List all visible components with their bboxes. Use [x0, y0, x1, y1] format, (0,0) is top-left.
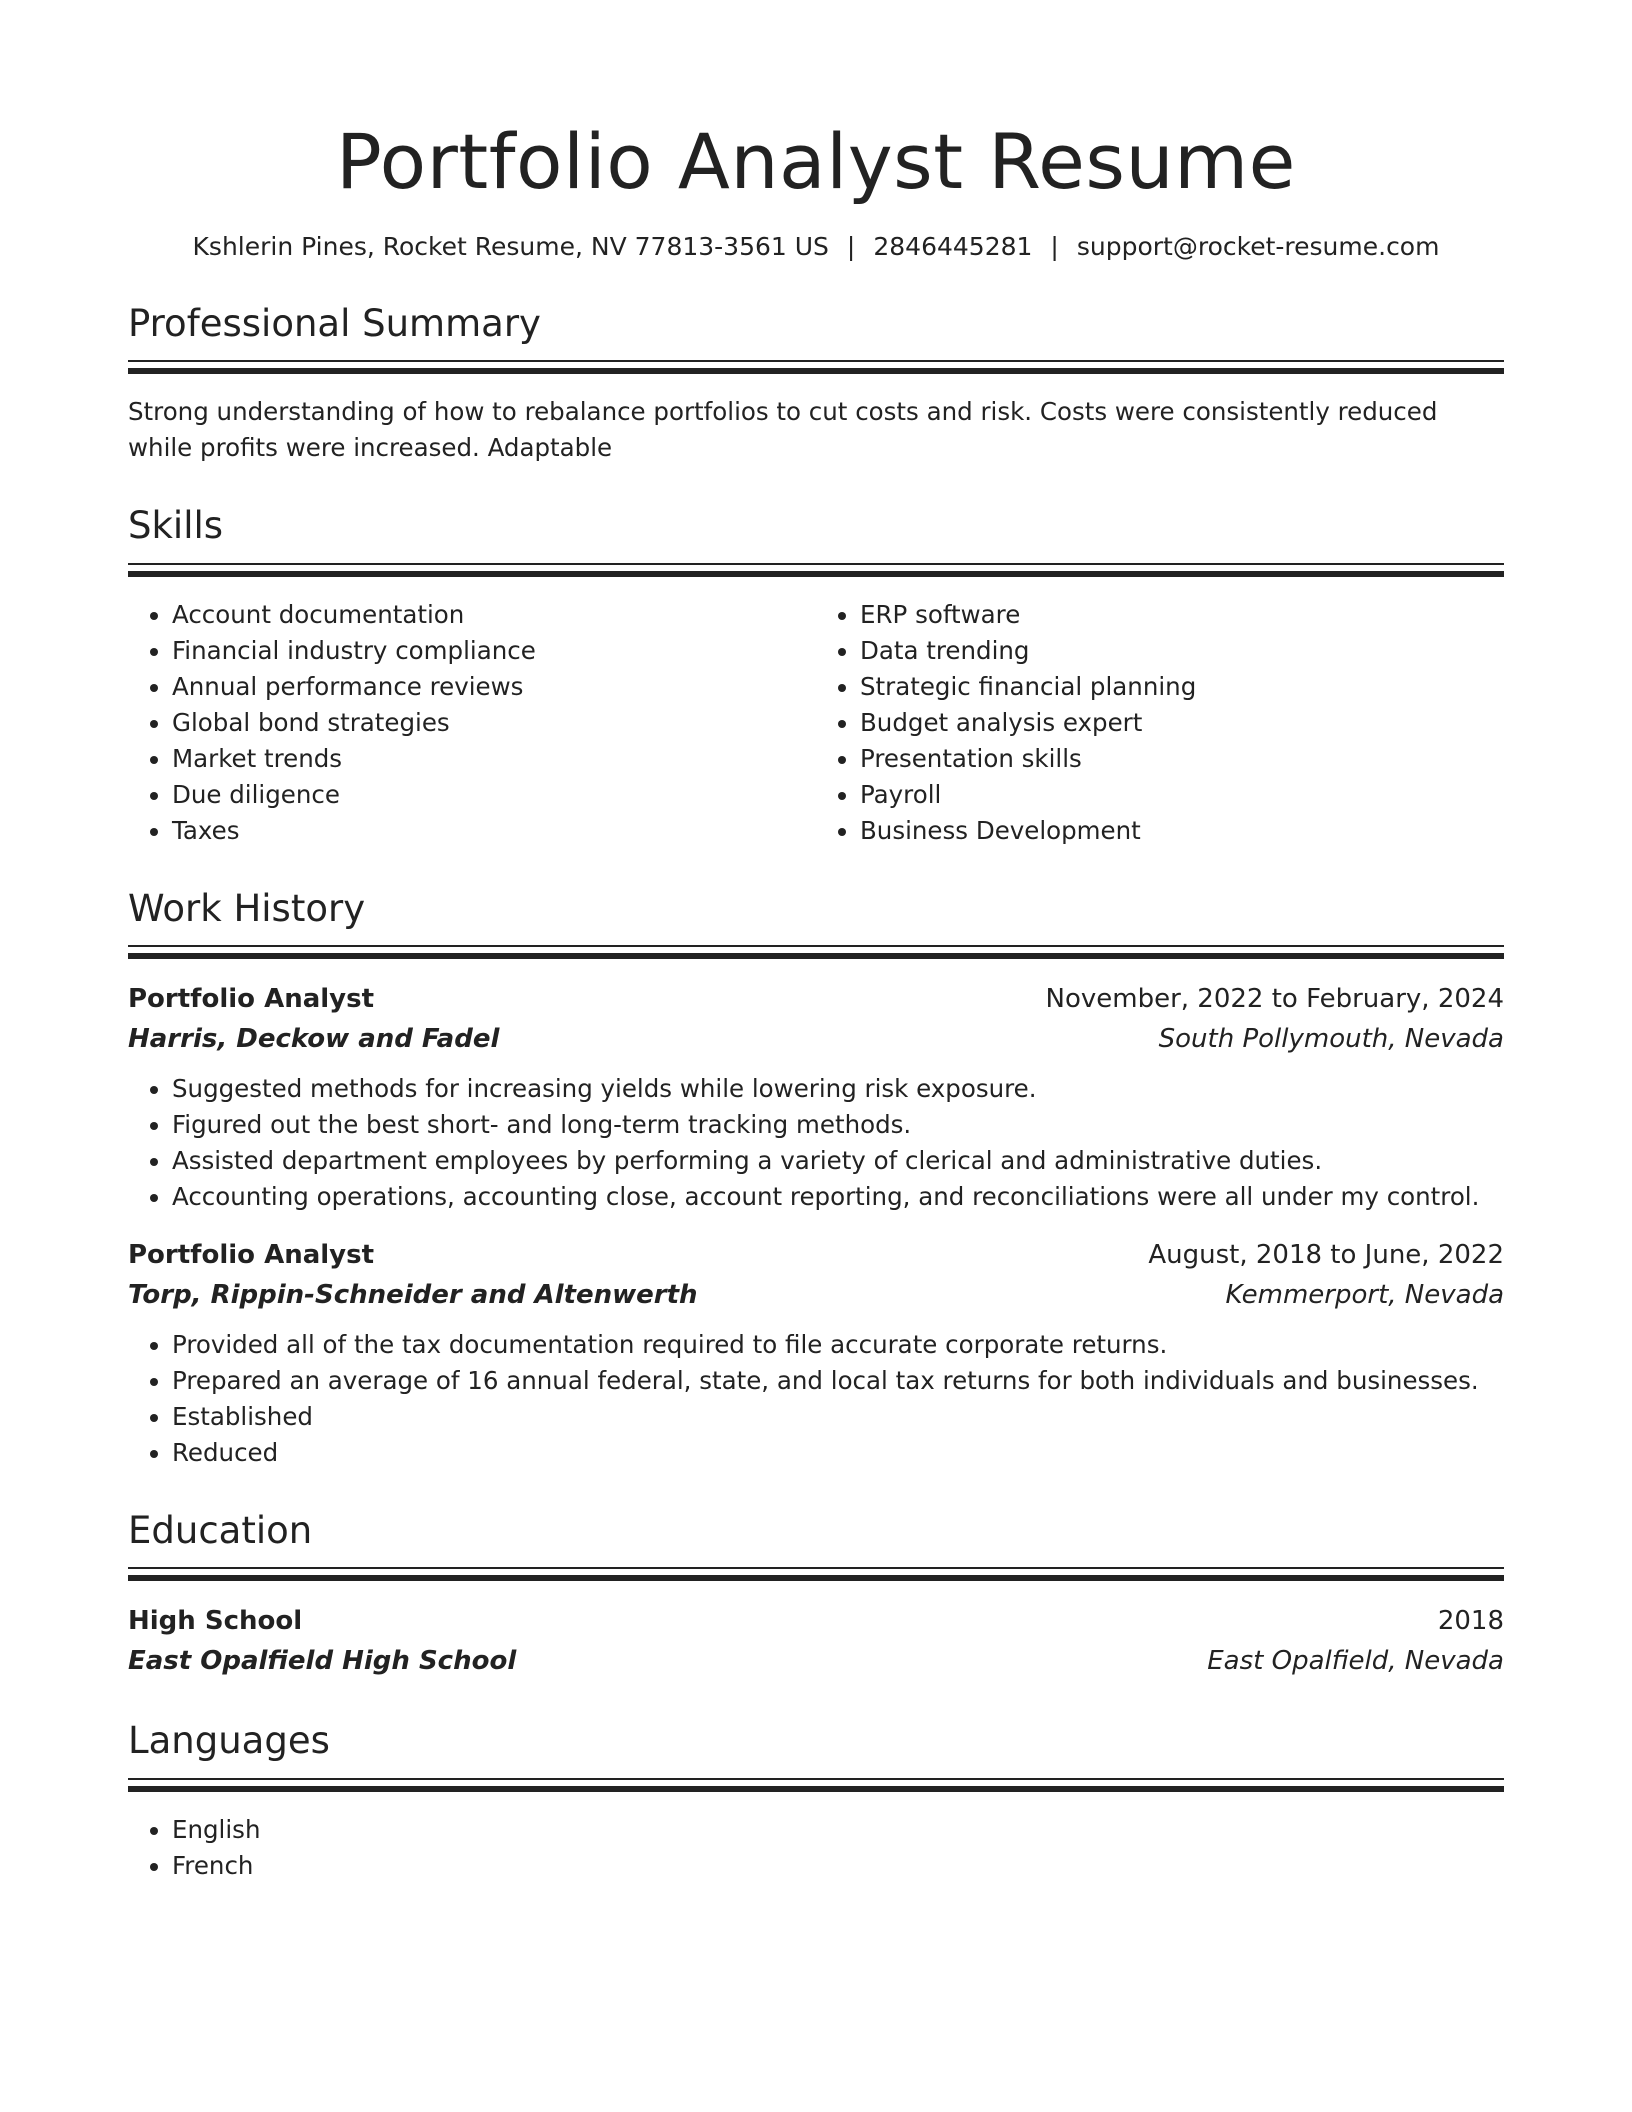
languages-section	[128, 1719, 1504, 1883]
skills-columns	[128, 597, 1504, 849]
languages-heading: Languages	[128, 1719, 330, 1763]
skill-item: • Strategic financial planning	[860, 669, 1504, 705]
section-divider	[128, 1567, 1504, 1581]
summary-section	[128, 302, 1504, 466]
skill-item: • Payroll	[860, 777, 1504, 813]
job-header-row	[128, 1235, 1504, 1275]
section-divider	[128, 360, 1504, 374]
contact-separator: |	[846, 232, 856, 262]
job-duty: • Accounting operations, accounting close, account reporting, and reconciliations were all under my control.	[172, 1179, 1504, 1215]
job-duties-list	[128, 1071, 1504, 1215]
job-title: Portfolio Analyst	[128, 1240, 375, 1271]
skill-item: • Account documentation	[172, 597, 816, 633]
skill-item: • Market trends	[172, 741, 816, 777]
languages-list	[128, 1812, 1504, 1884]
education-header-row	[128, 1601, 1504, 1641]
summary-heading: Professional Summary	[128, 301, 541, 345]
job-dates: November, 2022 to February, 2024	[1045, 984, 1504, 1015]
education-school-row	[128, 1641, 1504, 1681]
education-year: 2018	[1437, 1606, 1504, 1637]
work-history-heading: Work History	[128, 886, 366, 930]
skill-item: • Annual performance reviews	[172, 669, 816, 705]
skills-heading: Skills	[128, 504, 224, 548]
education-location: East Opalfield, Nevada	[1207, 1646, 1504, 1677]
education-heading: Education	[128, 1509, 313, 1553]
skill-item: • Presentation skills	[860, 741, 1504, 777]
contact-address: Kshlerin Pines, Rocket Resume, NV 77813-3561 US	[192, 232, 829, 262]
job-entry	[128, 1235, 1504, 1471]
job-duty: • Suggested methods for increasing yields while lowering risk exposure.	[172, 1071, 1504, 1107]
skill-item: • Business Development	[860, 813, 1504, 849]
job-location: South Pollymouth, Nevada	[1158, 1024, 1504, 1055]
contact-separator: |	[1050, 232, 1059, 262]
language-item: • French	[172, 1848, 1504, 1884]
job-header-row	[128, 979, 1504, 1019]
skill-item: • Financial industry compliance	[172, 633, 816, 669]
job-company-row	[128, 1019, 1504, 1059]
skill-item: • Data trending	[860, 633, 1504, 669]
language-item: • English	[172, 1812, 1504, 1848]
section-divider	[128, 1778, 1504, 1792]
contact-line	[128, 231, 1504, 264]
job-company-row	[128, 1275, 1504, 1315]
job-title: Portfolio Analyst	[128, 984, 375, 1015]
skill-item: • Global bond strategies	[172, 705, 816, 741]
job-company: Harris, Deckow and Fadel	[128, 1024, 500, 1055]
job-duties-list	[128, 1327, 1504, 1471]
skill-item: • Budget analysis expert	[860, 705, 1504, 741]
education-school: East Opalfield High School	[128, 1646, 517, 1677]
job-company: Torp, Rippin-Schneider and Altenwerth	[128, 1280, 698, 1311]
section-divider	[128, 563, 1504, 577]
skill-item: • ERP software	[860, 597, 1504, 633]
job-dates: August, 2018 to June, 2022	[1148, 1240, 1504, 1271]
skills-section	[128, 504, 1504, 848]
skills-list-right	[816, 597, 1504, 849]
skill-item: • Due diligence	[172, 777, 816, 813]
job-location: Kemmerport, Nevada	[1225, 1280, 1504, 1311]
work-history-section	[128, 887, 1504, 1471]
job-duty: • Figured out the best short- and long-term tracking methods.	[172, 1107, 1504, 1143]
contact-email: support@rocket-resume.com	[1076, 232, 1440, 262]
job-duty: • Provided all of the tax documentation required to file accurate corporate returns.	[172, 1327, 1504, 1363]
job-entry	[128, 979, 1504, 1215]
summary-text: Strong understanding of how to rebalance portfolios to cut costs and risk. Costs were consistently reduced while profits were increased. Adaptable	[128, 397, 1438, 463]
education-degree: High School	[128, 1606, 303, 1637]
job-duty: • Reduced	[172, 1435, 1504, 1471]
education-section	[128, 1509, 1504, 1681]
contact-phone: 2846445281	[873, 232, 1033, 262]
skills-list-left	[128, 597, 816, 849]
job-duty: • Established	[172, 1399, 1504, 1435]
section-divider	[128, 945, 1504, 959]
resume-title: Portfolio Analyst Resume	[336, 117, 1296, 206]
job-duty: • Assisted department employees by performing a variety of clerical and administrative duties.	[172, 1143, 1504, 1179]
skill-item: • Taxes	[172, 813, 816, 849]
job-duty: • Prepared an average of 16 annual federal, state, and local tax returns for both individuals and businesses.	[172, 1363, 1504, 1399]
